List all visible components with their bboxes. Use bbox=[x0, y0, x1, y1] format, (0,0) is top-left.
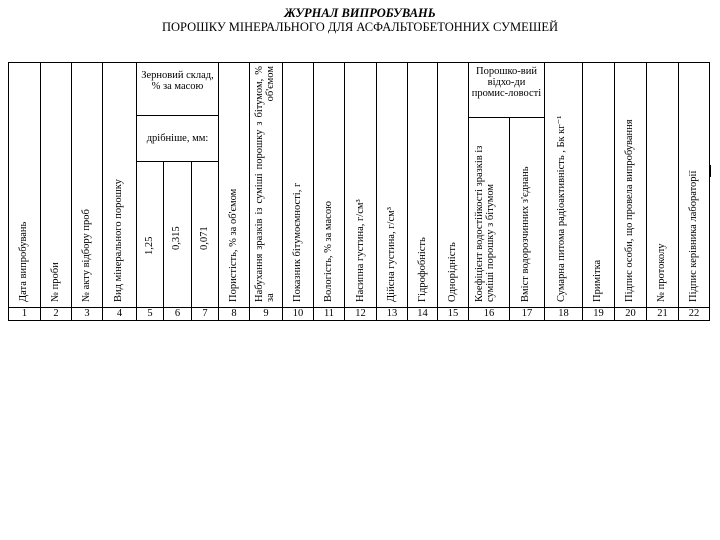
industrial-waste-header: Порошко-вий відхо-ди промис-ловості bbox=[471, 66, 542, 99]
column-number: 6 bbox=[174, 308, 181, 319]
col-tester-signature: Підпис особи, що провела випробування bbox=[624, 119, 635, 302]
col-swelling: Набухання зразків із суміші порошку з бітумом, % за об'ємом bbox=[254, 66, 276, 302]
column-number: 7 bbox=[202, 308, 208, 319]
col-sample-no: № проби bbox=[50, 262, 61, 302]
col-lab-head-signature: Підпис керівника лабораторії bbox=[688, 170, 699, 302]
col-moisture: Вологість, % за масою bbox=[323, 201, 334, 302]
column-number: 20 bbox=[625, 308, 636, 319]
column-number: 22 bbox=[688, 308, 700, 319]
column-number: 8 bbox=[231, 308, 237, 319]
column-number: 9 bbox=[263, 308, 269, 319]
column-number: 11 bbox=[323, 308, 335, 319]
col-radioactivity: Сумарна питома радіоактивність , Бк кг⁻¹ bbox=[556, 115, 567, 302]
col-bulk-density: Насипна густина, г/см³ bbox=[355, 199, 366, 302]
col-sieve-125: 1,25 bbox=[144, 236, 155, 255]
column-number: 19 bbox=[593, 308, 604, 319]
column-number: 1 bbox=[21, 308, 28, 319]
col-water-resistance: Коефіцієнт водостійкості зразків із суміші порошку з бітумом bbox=[474, 145, 496, 302]
grain-composition-header: Зерновий склад, % за масою bbox=[141, 70, 214, 92]
col-test-date: Дата випробувань bbox=[18, 221, 29, 302]
col-porosity: Пористість, % за об'ємом bbox=[228, 188, 239, 302]
column-number: 12 bbox=[355, 308, 366, 319]
column-number: 18 bbox=[558, 308, 569, 319]
col-powder-type: Вид мінерального порошку bbox=[113, 179, 124, 302]
column-number: 4 bbox=[116, 308, 123, 319]
column-number: 16 bbox=[483, 308, 495, 319]
column-number: 5 bbox=[147, 308, 153, 319]
col-sieve-0315: 0,315 bbox=[171, 226, 182, 250]
column-number: 2 bbox=[53, 308, 59, 319]
column-number: 10 bbox=[292, 308, 304, 319]
col-water-soluble: Вміст водорозчинних з'єднань bbox=[520, 166, 531, 302]
col-homogeneity: Однорідність bbox=[447, 242, 458, 302]
column-number: 21 bbox=[657, 308, 668, 319]
column-number: 3 bbox=[84, 308, 90, 319]
col-hydrophobicity: Гідрофобність bbox=[417, 237, 428, 302]
journal-title: ЖУРНАЛ ВИПРОБУВАНЬ bbox=[284, 6, 436, 20]
col-note: Примітка bbox=[592, 259, 603, 302]
col-protocol-no: № протоколу bbox=[656, 243, 667, 302]
col-sampling-act-no: № акту відбору проб bbox=[81, 209, 92, 302]
col-sieve-0071: 0,071 bbox=[199, 226, 210, 250]
column-number: 14 bbox=[417, 308, 428, 319]
column-number: 17 bbox=[521, 308, 533, 319]
column-number: 13 bbox=[386, 308, 398, 319]
finer-than-header: дрібніше, мм: bbox=[146, 133, 209, 144]
journal-subtitle: ПОРОШКУ МІНЕРАЛЬНОГО ДЛЯ АСФАЛЬТОБЕТОННИХ СУМЕШЕЙ bbox=[161, 20, 559, 34]
col-true-density: Дійсна густина, г/см³ bbox=[386, 207, 397, 302]
column-number: 15 bbox=[447, 308, 459, 319]
col-bitumen-capacity: Показник бітумоємності, г bbox=[292, 182, 303, 302]
